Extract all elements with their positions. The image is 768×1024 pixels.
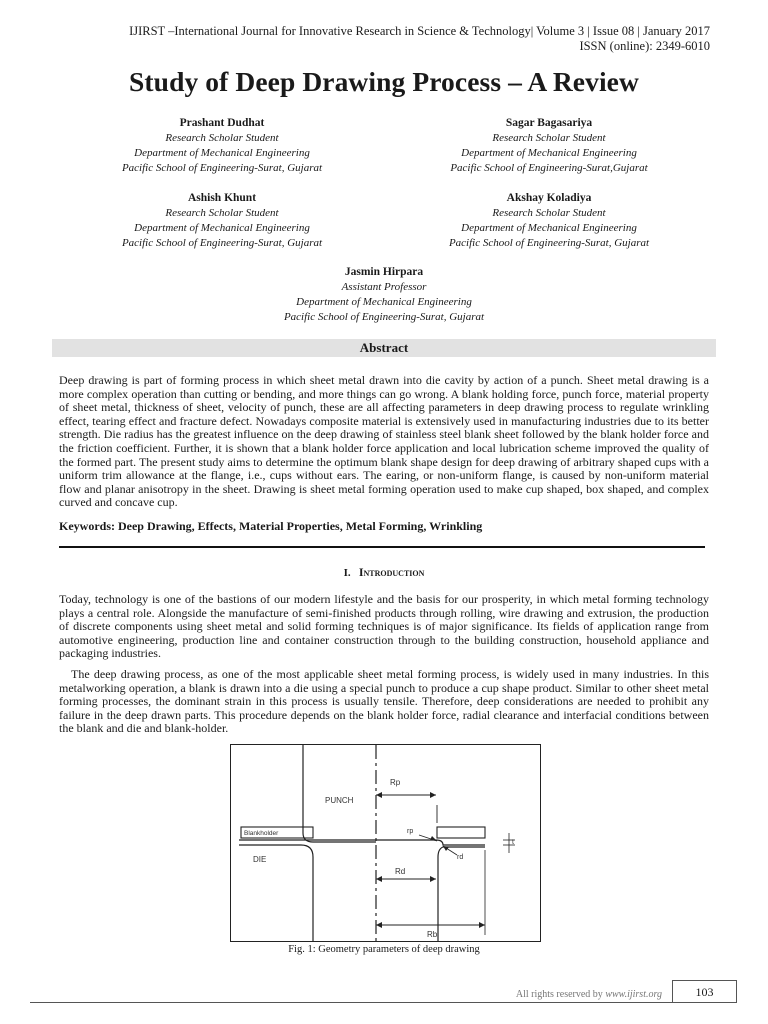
- punch-label: PUNCH: [325, 796, 354, 805]
- author-name: Prashant Dudhat: [179, 117, 265, 129]
- author-block: [72, 191, 372, 251]
- footer-rights: [516, 989, 662, 1000]
- section-heading: [0, 565, 768, 580]
- author-name: Ashish Khunt: [187, 192, 257, 204]
- author-name: Sagar Bagasariya: [505, 117, 593, 129]
- keywords: Keywords: Deep Drawing, Effects, Material Properties, Metal Forming, Wrinkling: [59, 519, 483, 533]
- author-dept: Department of Mechanical Engineering: [461, 222, 637, 234]
- author-school: Pacific School of Engineering-Surat,Gujarat: [450, 162, 648, 174]
- rp-label: Rp: [390, 778, 401, 787]
- author-name: Akshay Koladiya: [506, 192, 592, 204]
- author-role: Assistant Professor: [341, 281, 427, 293]
- author-dept: Department of Mechanical Engineering: [461, 147, 637, 159]
- rp-small-label: rp: [407, 828, 414, 835]
- section-title: Introduction: [358, 565, 425, 579]
- page-number: 103: [672, 980, 737, 1003]
- author-school: Pacific School of Engineering-Surat, Gujarat: [121, 237, 323, 249]
- rights-text: All rights reserved by: [515, 989, 606, 1000]
- intro-paragraph: The deep drawing process, as one of the most applicable sheet metal forming process, is widely used in many industries. In this metalworking operation, a blank is drawn into a die using a special punch to produce a cup shape product. Similar to other sheet metal forming processes, the dominant strain in this process is usually tensile. Therefore, deep considerations are needed to prohibit any failure in the deep drawn parts. This procedure depends on the blank holder force, radial clearance and interfacial conditions between the blank and die and blank-holder.: [59, 667, 709, 736]
- blankholder-label: Blankholder: [244, 830, 279, 837]
- abstract-heading: Abstract: [52, 339, 716, 357]
- paper-title: Study of Deep Drawing Process – A Review: [129, 66, 639, 97]
- author-block: [399, 116, 699, 176]
- section-number: I.: [343, 567, 351, 579]
- author-role: Research Scholar Student: [165, 132, 279, 144]
- author-block: [399, 191, 699, 251]
- author-school: Pacific School of Engineering-Surat, Gujarat: [283, 311, 485, 323]
- author-dept: Department of Mechanical Engineering: [296, 296, 472, 308]
- issn-line: ISSN (online): 2349-6010: [579, 39, 710, 53]
- deep-drawing-figure: [230, 744, 541, 942]
- author-school: Pacific School of Engineering-Surat, Gujarat: [121, 162, 323, 174]
- die-label: DIE: [253, 855, 267, 864]
- abstract-text: Deep drawing is part of forming process in which sheet metal drawn into die cavity by action of a punch. Sheet metal drawing is a more complex operation than cutting or bending, and more things can go wrong. A blank holding force, punch force, material property of sheet metal, thickness of sheet, velocity of punch, these are all affecting parameters in deep drawing process to regulate wrinkling effect, tearing effect and fracture defect. Nowadays composite material is extensively used in manufacturing industries due to its better strength. Die radius has the greatest influence on the deep drawing of stainless steel blank sheet followed by the blank holder force and the friction coefficient. Further, it is shown that a blank holder force application and local lubrication scheme improved the quality of the formed part. The present study aims to determine the optimum blank shape design for deep drawing of arbitrary shaped cups with a uniform trim allowance at the flange, i.e., cups without ears. The earing, or non-uniform flange, is caused by non-uniform material flow and planar anisotropy in the sheet. Drawing is sheet metal forming operation used to make cup shaped, box shaped, and complex curved and concave cup.: [59, 373, 709, 510]
- footer-rule: [30, 1002, 736, 1003]
- author-role: Research Scholar Student: [492, 132, 606, 144]
- author-dept: Department of Mechanical Engineering: [134, 147, 310, 159]
- site-link[interactable]: www.ijirst.org: [605, 989, 662, 1000]
- rd-label: Rd: [395, 867, 406, 876]
- figure-caption: Fig. 1: Geometry parameters of deep drawing: [288, 944, 480, 955]
- author-dept: Department of Mechanical Engineering: [134, 222, 310, 234]
- separator-rule: [59, 546, 705, 548]
- author-role: Research Scholar Student: [492, 207, 606, 219]
- author-school: Pacific School of Engineering-Surat, Gujarat: [448, 237, 650, 249]
- deep-drawing-diagram: [231, 745, 540, 941]
- author-block: [72, 116, 372, 176]
- author-block: [234, 265, 534, 325]
- journal-header: [129, 24, 710, 54]
- intro-paragraph: Today, technology is one of the bastions of our modern lifestyle and the basis for our prosperity, in which metal forming technology plays a central role. Alongside the manufacture of semi-finished products through rolling, wire drawing and extrusion, the production of discrete components using sheet metal and solid forming techniques is of major significance. Its fields of application range from automotive engineering, production line and container construction through to the building construction, household appliance and packaging industries.: [59, 592, 709, 661]
- author-role: Research Scholar Student: [165, 207, 279, 219]
- rd-small-label: rd: [457, 854, 464, 861]
- rb-label: Rb: [427, 930, 438, 939]
- journal-line: IJIRST –International Journal for Innovative Research in Science & Technology| Volume 3 | Issue 08 | January 2017: [129, 24, 710, 38]
- author-name: Jasmin Hirpara: [344, 266, 424, 278]
- t-label: t: [512, 839, 514, 846]
